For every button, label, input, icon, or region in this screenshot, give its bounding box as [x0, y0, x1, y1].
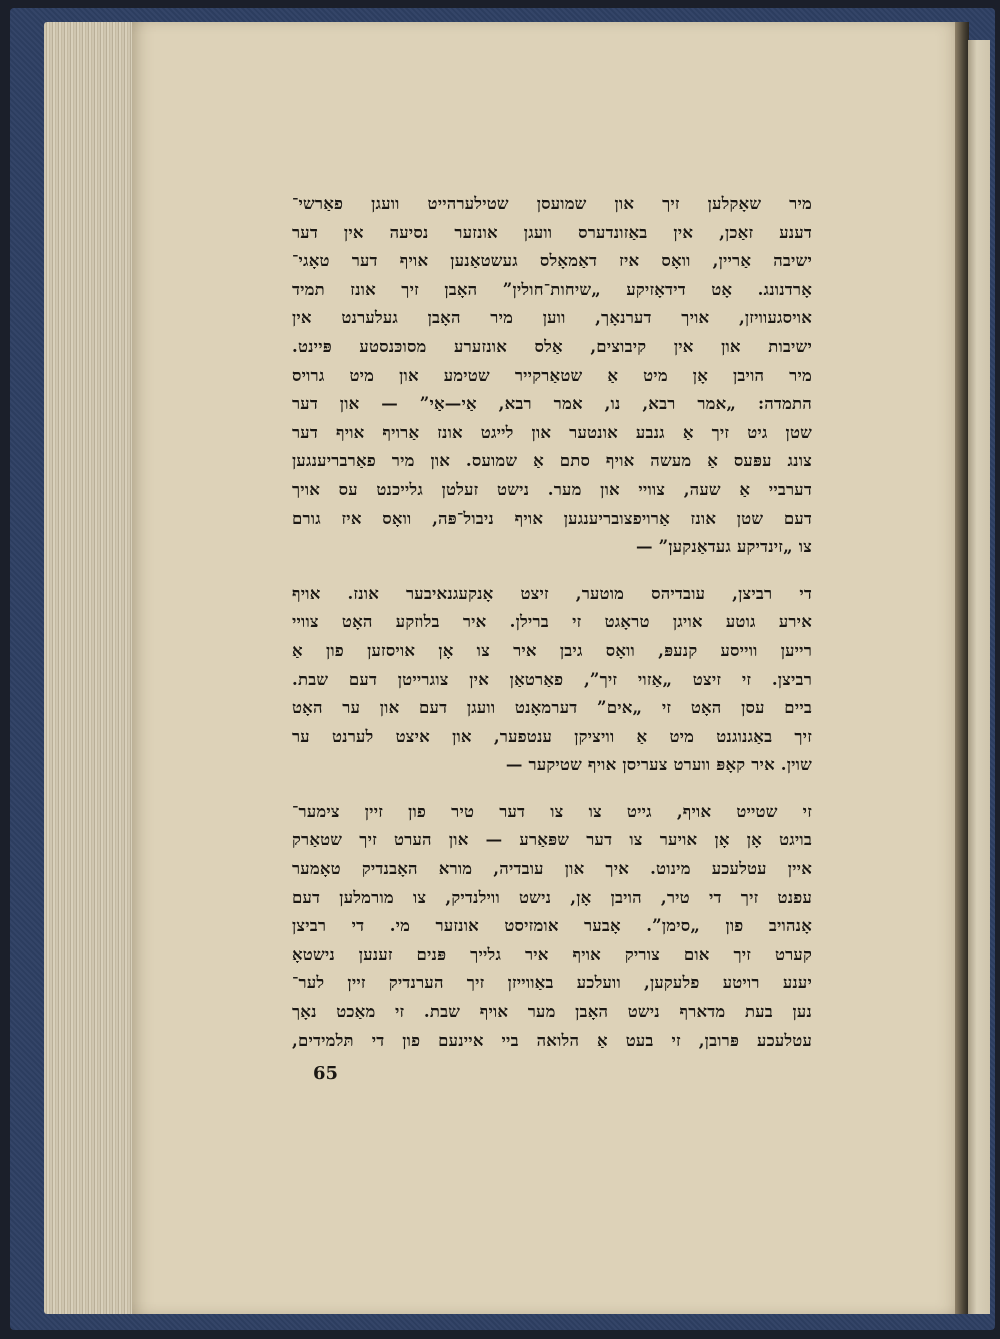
text-line: ישיבות און אין קיבוצים, אַלס אונזערע מסוכּנסטע פּיינט.: [292, 336, 812, 356]
text-line: די רביצן, עובדיהס מוטער, זיצט אָנקעגנאיבער אונז. אויף: [292, 583, 812, 603]
text-line: זי שטייט אויף, גייט צו צו דער טיר פון זיין צימער־: [292, 801, 812, 821]
text-line: קערט זיך אום צוריק אויף איר גלייך פּנים זענען נישטאָ: [292, 944, 812, 964]
text-line: התמדה: „אמר רבא, נו, אמר רבא, אַי—אַי” — און דער: [292, 394, 812, 414]
text-line: דענע זאַכן, אין באַזונדערס וועגן אונזער נסיעה אין דער: [292, 222, 812, 242]
text-line: רביצן. זי זיצט „אַזוי זיך”, פאַרטאַן אין צוגרייטן דעם שבת.: [292, 669, 812, 689]
page-number: 65: [313, 1063, 339, 1084]
text-line: בויגט אָן אָן אויער צו דער שפּאַרע — און הערט זיך שטאַרק: [292, 830, 812, 850]
text-line: אויסגעוויזן, אויך דערנאָך, ווען מיר האָבן געלערנט אין: [292, 308, 812, 328]
text-line: אָרדנונג. אָט דידאָזיקע „שיחות־חולין” האָבן זיך אונז תמיד: [292, 279, 812, 299]
paragraph: [292, 580, 812, 780]
facing-page-edge: [968, 40, 990, 1314]
text-line: רייען ווייסע קנעפּ, וואָס גיבן איר צו אָן אויסזען פון אַ: [292, 640, 812, 660]
text-line: אָנהויב פון „סימן”. אָבער אומזיסט אונזער מי. די רביצן: [292, 916, 812, 936]
text-line: שטן גיט זיך אַ גנבע אונטער און לייגט אונז אַרויף אויף דער: [292, 422, 812, 442]
page-edges: [44, 22, 144, 1314]
text-line: יענע רויטע פלעקען, וועלכע באַווייזן זיך הערנדיק זיין לער־: [292, 973, 812, 993]
paragraph: [292, 190, 812, 562]
text-line: נען בעת מדארף נישט האָבן מער אויף שבת. זי מאַכט נאָך: [292, 1002, 812, 1022]
text-line: עפנט זיך די טיר, הויבן אָן, נישט ווילנדיק, צו מורמלען דעם: [292, 887, 812, 907]
text-line: שוין. איר קאָפּ ווערט צעריסן אויף שטיקער —: [505, 755, 812, 775]
text-line: איין עטלעכע מינוט. איך און עובדיה, מורא האָבנדיק טאָמער: [292, 859, 812, 879]
text-line: מיר שאָקלען זיך און שמועסן שטילערהייט וועגן פאַרשי־: [292, 194, 812, 213]
text-line: זיך באַגנוגנט מיט אַ וויציקן ענטפער, און איצט לערנט ער: [292, 726, 812, 746]
text-line: עטלעכע פּרובן, זי בעט אַ הלואה ביי איינעם פון די תּלמידים,: [292, 1030, 812, 1050]
text-line: דעם שטן אונז אַרויפצובריענגען אויף ניבול־פּה, וואָס איז גורם: [292, 508, 812, 528]
text-line: דערביי אַ שעה, צוויי און מער. נישט זעלטן גלייכנט עס אויך: [292, 479, 812, 499]
text-line: ביים עסן האָט זי „אים” דערמאָנט וועגן דעם און ער האָט: [292, 698, 812, 718]
page-text: [292, 190, 812, 1073]
text-line: מיר הויבן אָן מיט אַ שטאַרקייר שטימע און מיט גרויס: [292, 365, 812, 385]
text-line: ישיבה אַריין, וואָס איז דאַמאָלס געשטאַנען אויף דער טאָגי־: [292, 251, 812, 271]
text-line: צונג עפּעס אַ מעשה אויף סתם אַ שמועס. און מיר פאַרבריענגען: [292, 451, 812, 471]
book-gutter: [955, 22, 969, 1314]
text-line: אירע גוטע אויגן טראָגט זי ברילן. איר בלוזקע האָט צוויי: [292, 612, 812, 632]
text-line: צו „זינדיקע געדאַנקען” —: [636, 537, 812, 557]
paragraph: [292, 798, 812, 1055]
